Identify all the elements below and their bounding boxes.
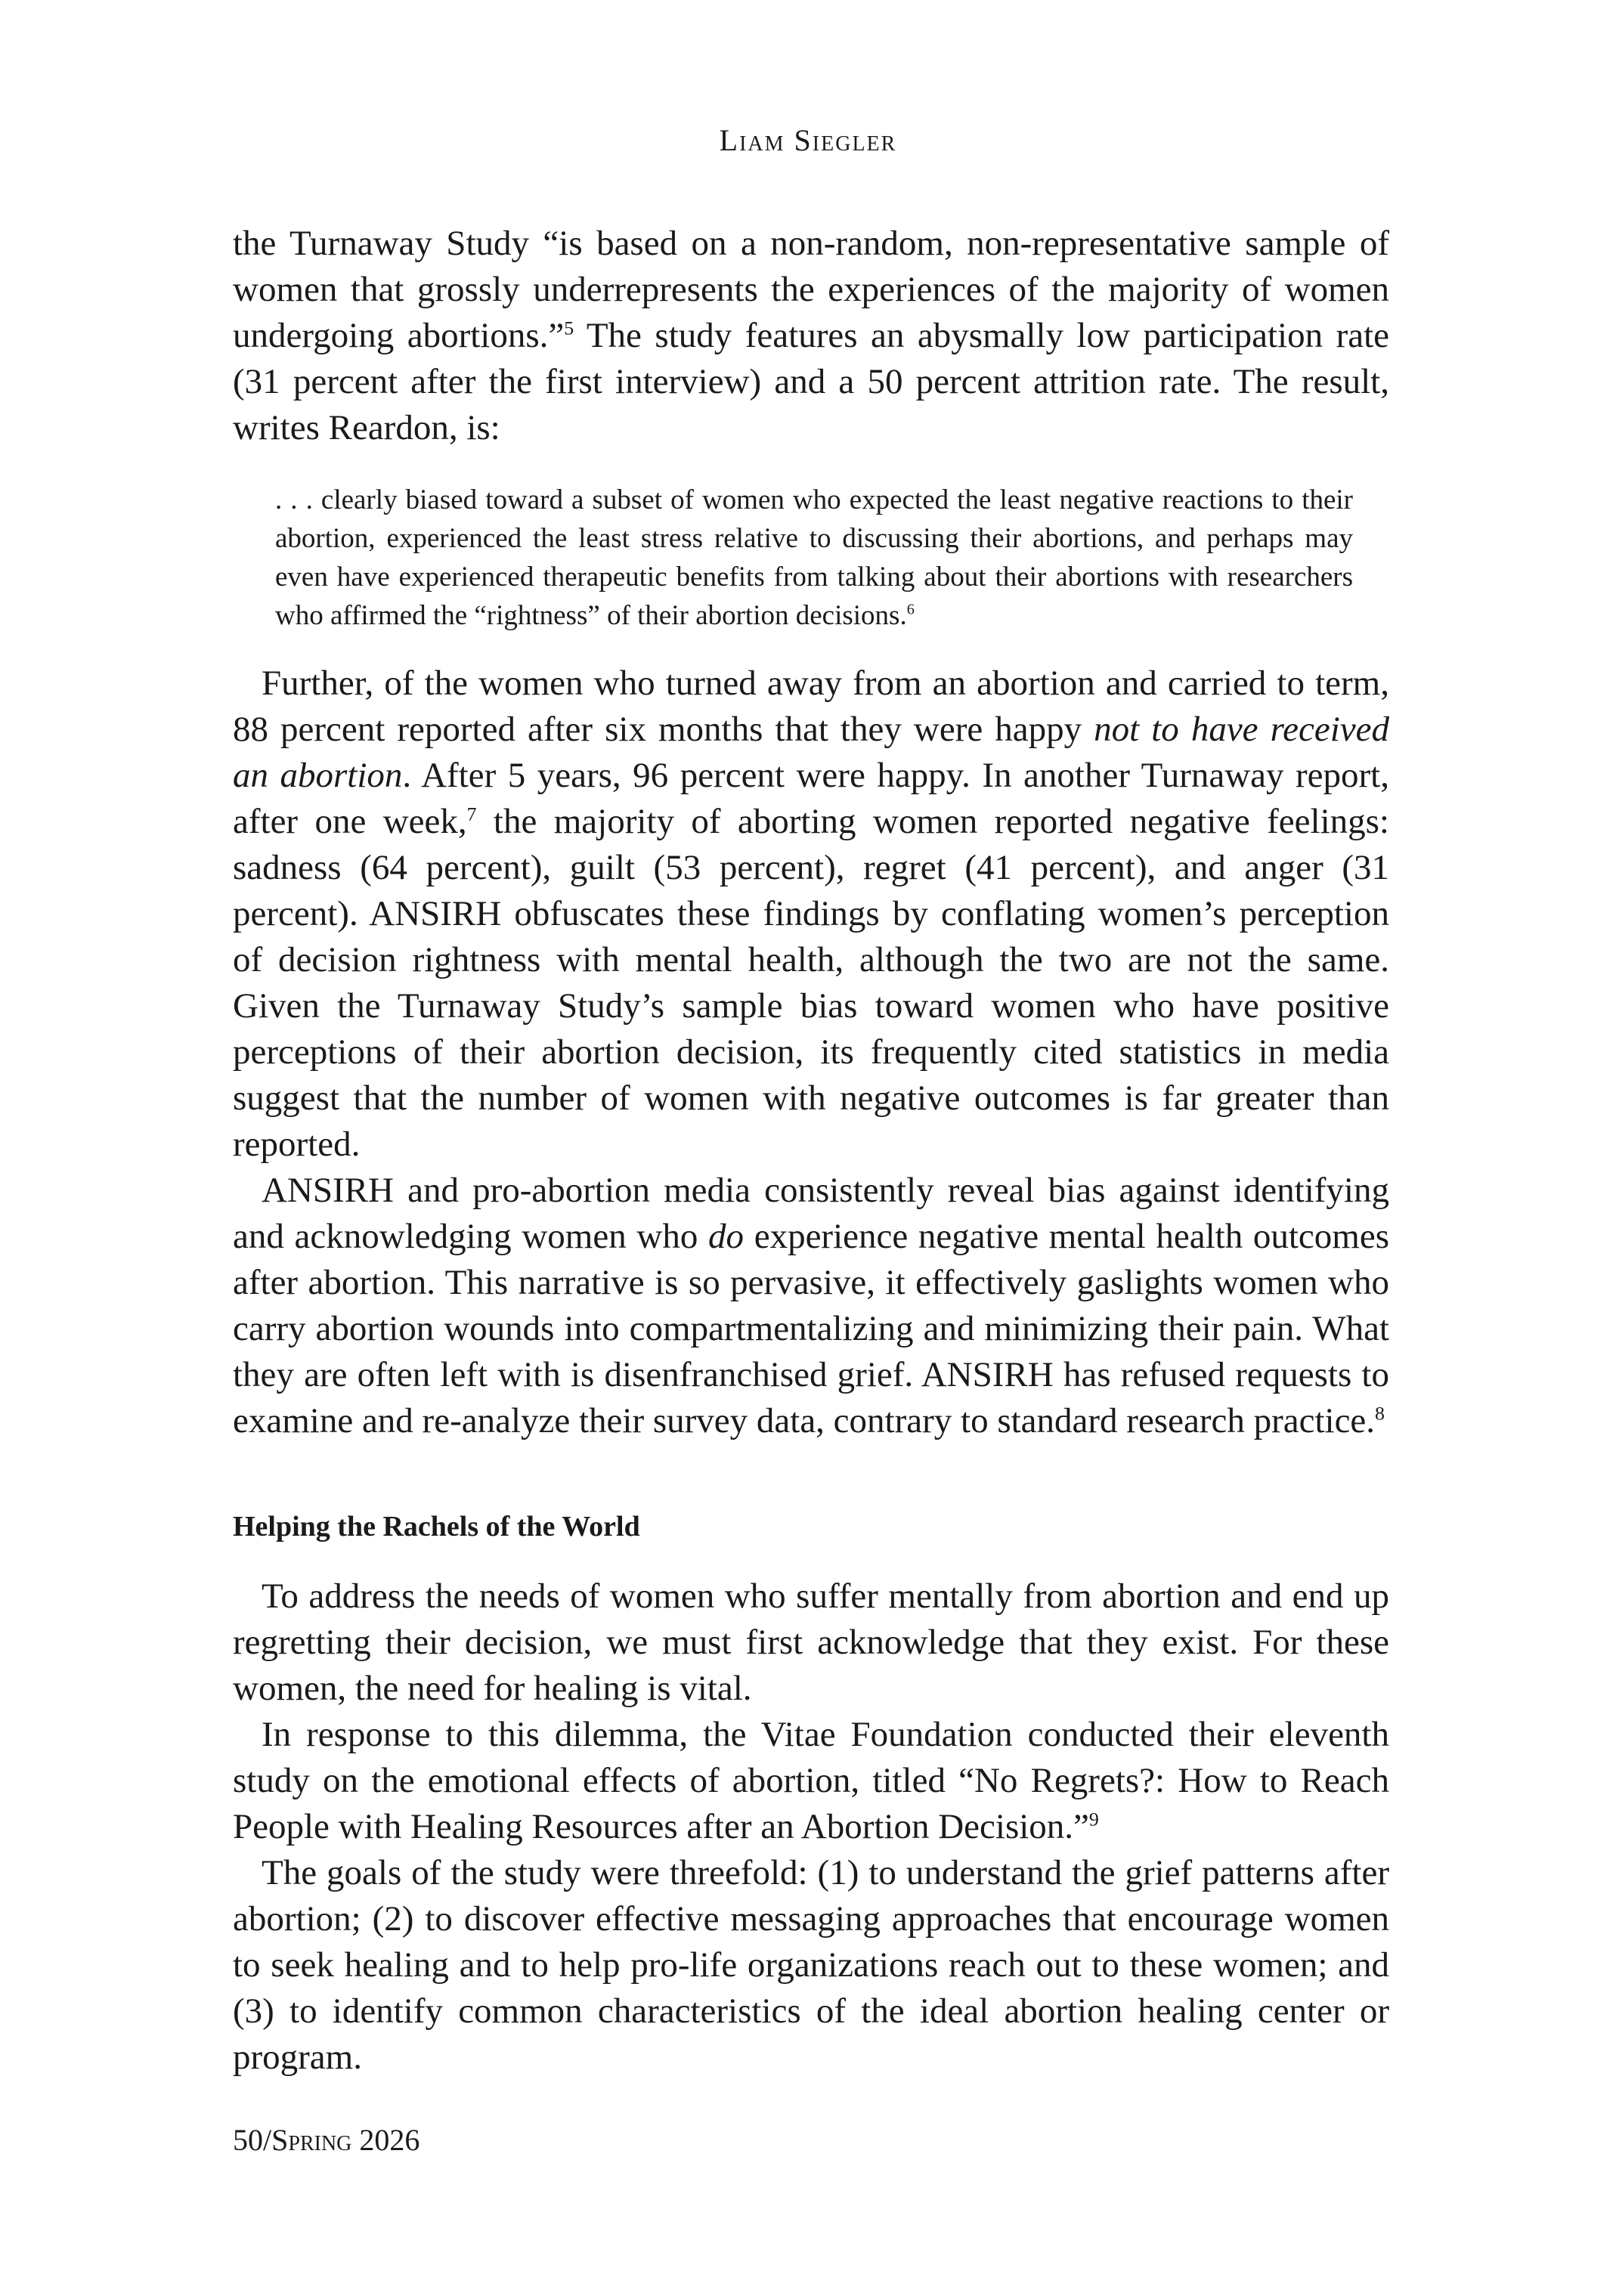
paragraph-2-text-a: Further, of the women who turned away from an abortion and carried to term, 88 percent reported after six months that they were happy xyxy=(233,664,1389,749)
running-head: Liam Siegler xyxy=(719,123,897,157)
footnote-ref-8[interactable]: 8 xyxy=(1375,1402,1385,1425)
paragraph-1 xyxy=(233,221,1389,451)
footnote-ref-5[interactable]: 5 xyxy=(564,317,574,339)
block-quote xyxy=(275,481,1353,635)
paragraph-3-emphasis: do xyxy=(708,1217,745,1256)
paragraph-2-emphasis: not to have received an abortion xyxy=(233,710,1389,795)
paragraph-5 xyxy=(233,1712,1389,1850)
paragraph-6: The goals of the study were threefold: (1) to understand the grief patterns after abortion; (2) to discover effective messaging approaches that encourage women to seek healing and to help pro-life organizations reach out to these women; and (3) to identify common characteristics of the ideal abortion healing center or program. xyxy=(233,1853,1389,2077)
folio-season: Spring xyxy=(271,2123,352,2157)
folio-page-number: 50/ xyxy=(233,2123,272,2157)
paragraph-3 xyxy=(233,1168,1389,1444)
paragraph-1-text-b: The study features an abysmally low participation rate (31 percent after the first interview) and a 50 percent attrition rate. The result, writes Reardon, is: xyxy=(233,316,1389,447)
paragraph-2 xyxy=(233,661,1389,1168)
paragraph-1-text-a: the Turnaway Study “is based on a non-random, non-representative sample of women that grossly underrepresents the experiences of the majority of women undergoing abortions.” xyxy=(233,224,1389,355)
page-folio xyxy=(233,2122,419,2158)
paragraph-2-text-b: . After 5 years, 96 percent were happy. In another Turnaway report, after one week, xyxy=(233,756,1389,841)
footnote-ref-7[interactable]: 7 xyxy=(466,803,477,825)
footnote-ref-9[interactable]: 9 xyxy=(1088,1808,1099,1830)
paragraph-2-text-c: the majority of aborting women reported negative feelings: sadness (64 percent), guilt (53 percent), regret (41 percent), and anger (31 percent). ANSIRH obfuscates these findings by conflating women’s perception of decision rightness with mental health, although the two are not the same. Given the Turnaway Study’s sample bias toward women who have positive perceptions of their abortion decision, its frequently cited statistics in media suggest that the number of women with negative outcomes is far greater than reported. xyxy=(233,802,1389,1164)
paragraph-3-text-a: ANSIRH and pro-abortion media consistently reveal bias against identifying and acknowledging women who xyxy=(233,1171,1389,1256)
paragraph-4: To address the needs of women who suffer mentally from abortion and end up regretting their decision, we must first acknowledge that they exist. For these women, the need for healing is vital. xyxy=(233,1577,1389,1708)
paragraph-3-text-b: experience negative mental health outcomes after abortion. This narrative is so pervasive, it effectively gaslights women who carry abortion wounds into compartmentalizing and minimizing their pain. What they are often left with is disenfranchised grief. ANSIRH has refused requests to examine and re-analyze their survey data, contrary to standard research practice. xyxy=(233,1217,1390,1440)
section-heading: Helping the Rachels of the World xyxy=(233,1511,640,1543)
folio-year: 2026 xyxy=(351,2123,420,2157)
block-quote-text: . . . clearly biased toward a subset of women who expected the least negative reactions to their abortion, experienced the least stress relative to discussing their abortions, and perhaps may even have experienced therapeutic benefits from talking about their abortions with researchers who affirmed the “rightness” of their abortion decisions. xyxy=(275,484,1353,631)
footnote-ref-6[interactable]: 6 xyxy=(906,601,915,618)
paragraph-5-text-a: In response to this dilemma, the Vitae Foundation conducted their eleventh study on the emotional effects of abortion, titled “No Regrets?: How to Reach People with Healing Resources after an Abortion Decision.” xyxy=(233,1715,1389,1846)
